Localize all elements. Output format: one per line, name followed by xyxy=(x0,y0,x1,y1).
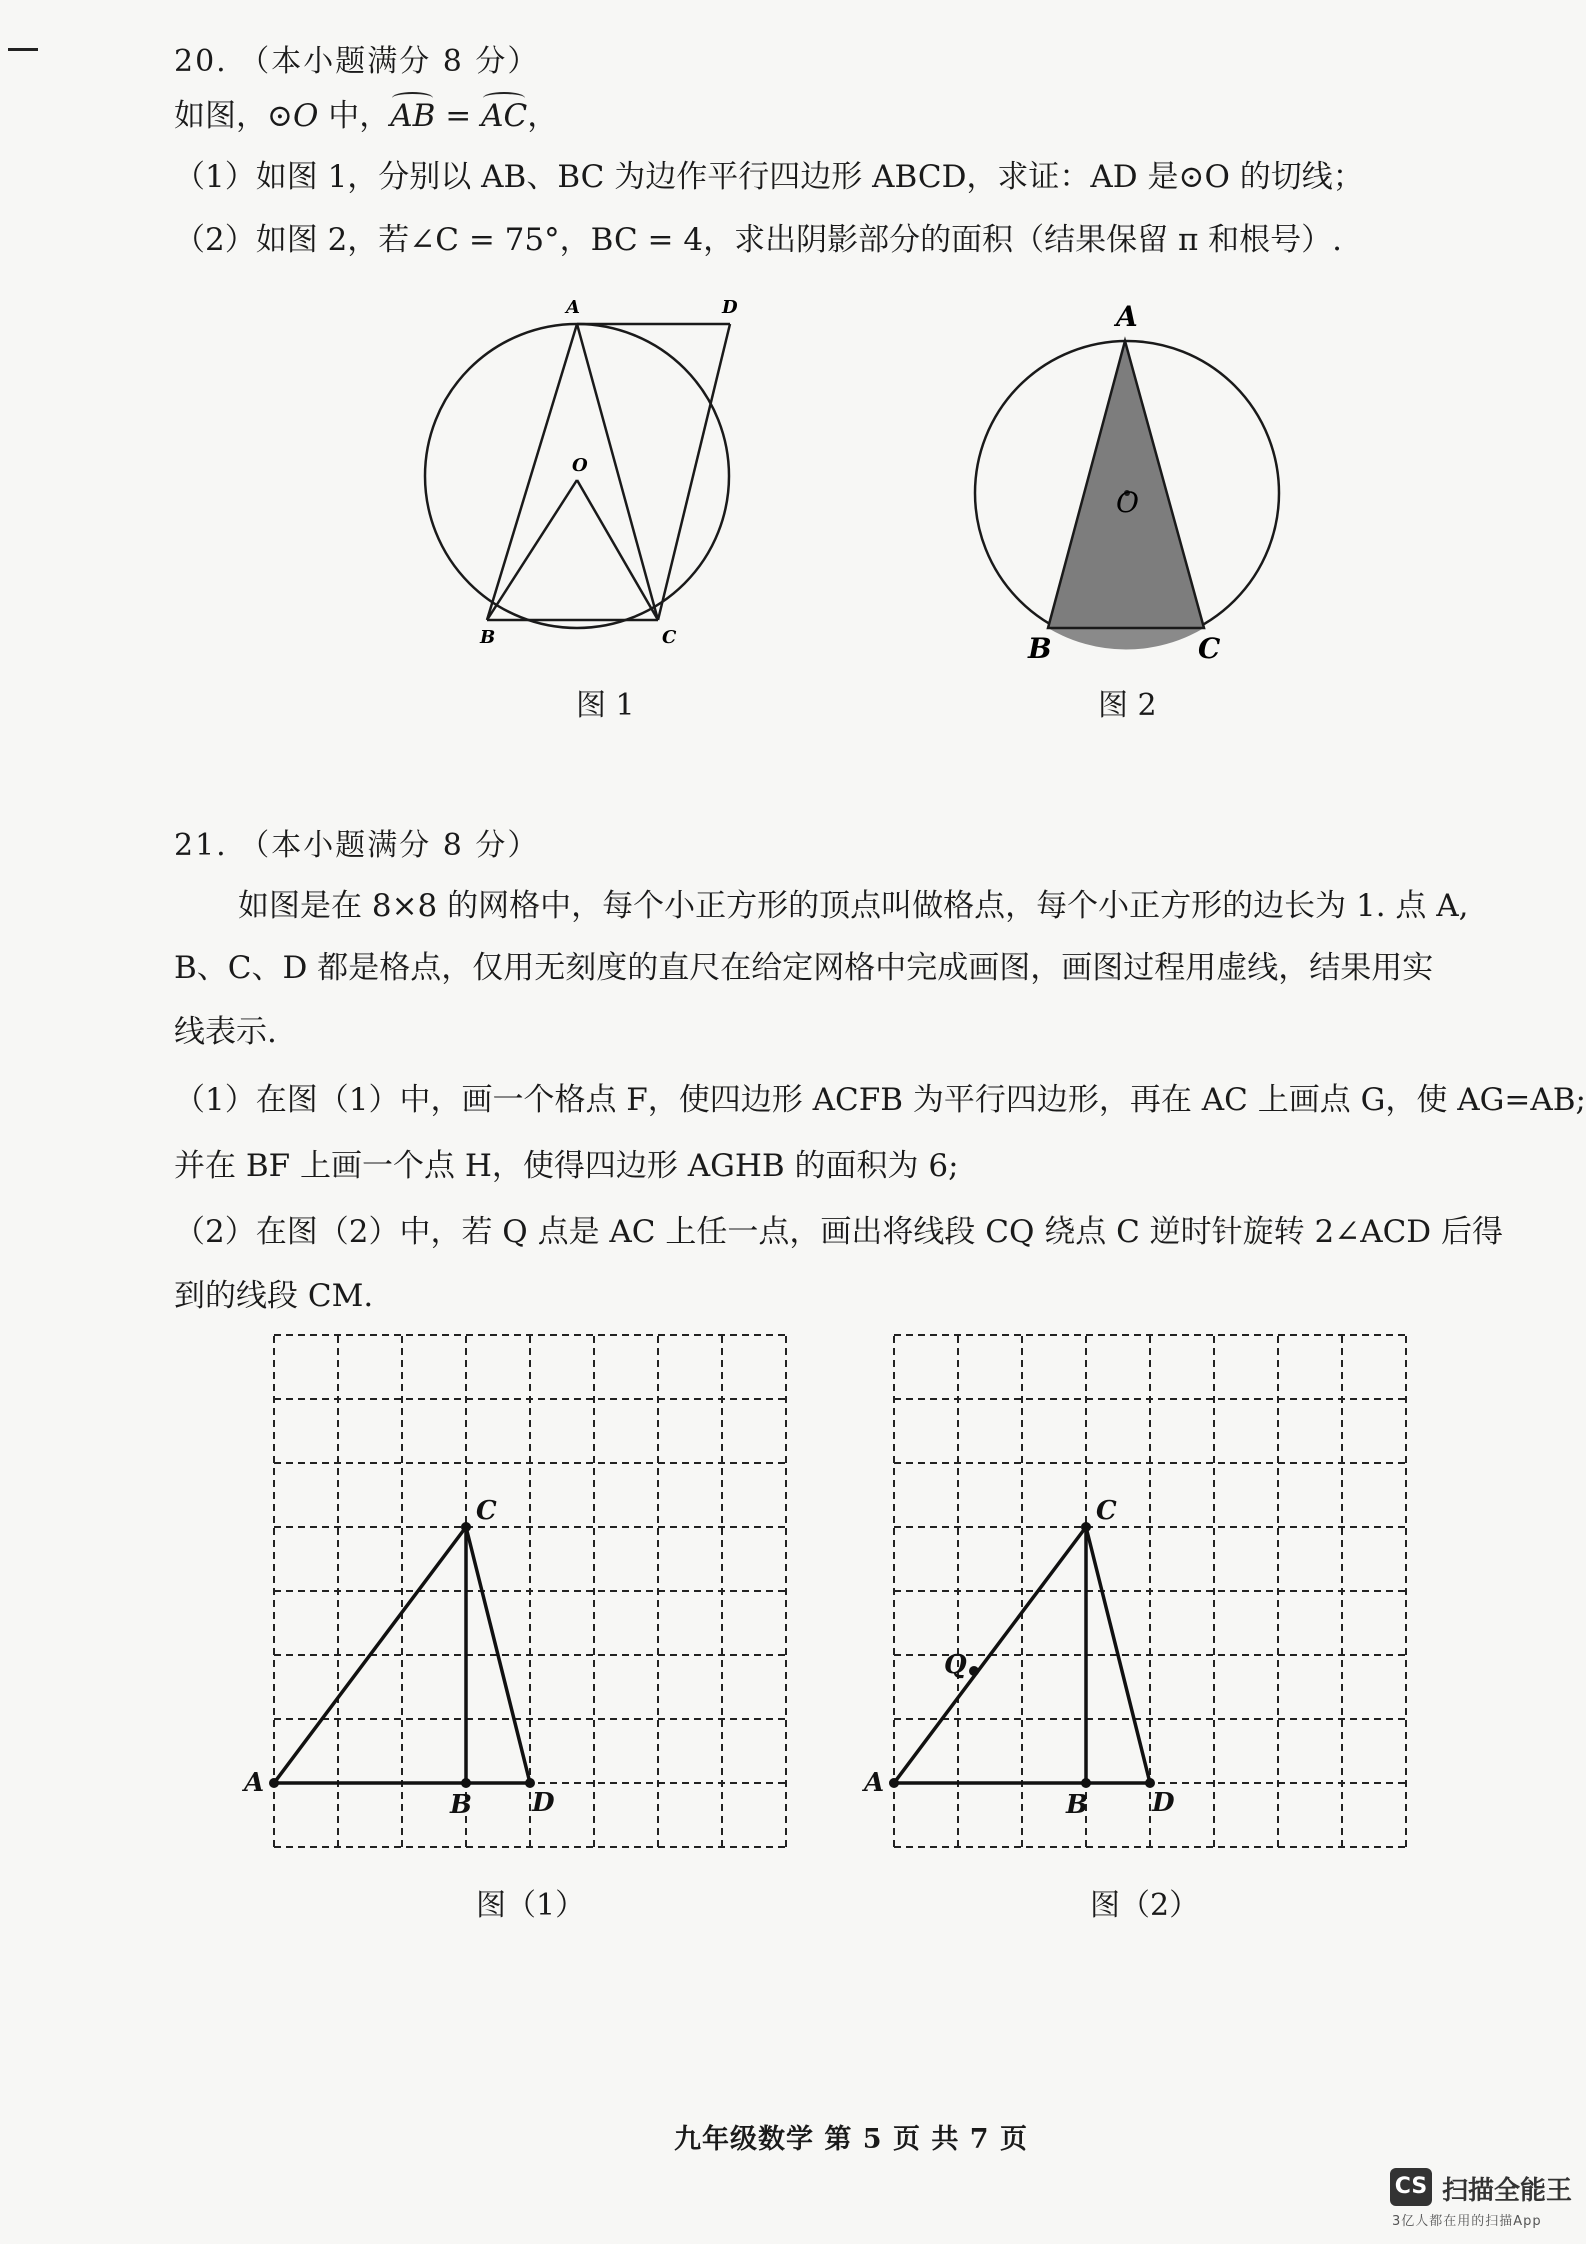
q20-figure2 xyxy=(960,290,1290,670)
label-b: B xyxy=(1028,632,1052,665)
label-q: Q xyxy=(944,1650,967,1680)
label-b: B xyxy=(450,1790,472,1820)
cs-logo-icon: CS xyxy=(1390,2168,1432,2206)
label-c: C xyxy=(1096,1496,1117,1526)
circle-o xyxy=(425,324,729,628)
watermark-app-name: 扫描全能王 xyxy=(1442,2176,1573,2206)
point-b xyxy=(461,1778,471,1788)
label-c: C xyxy=(1198,632,1221,665)
scanner-watermark xyxy=(1390,2168,1573,2229)
q21-fig1-caption: 图（1） xyxy=(476,1888,586,1923)
q21-stem-line2: B、C、D 都是格点，仅用无刻度的直尺在给定网格中完成画图，画图过程用虚线，结果用实 xyxy=(174,950,1434,986)
q21-part2-line1: （2）在图（2）中，若 Q 点是 AC 上任一点，画出将线段 CQ 绕点 C 逆时针旋转 2∠ACD 后得 xyxy=(174,1214,1504,1250)
label-a: A xyxy=(566,297,580,318)
point-q xyxy=(969,1666,979,1676)
grid-lines xyxy=(894,1335,1406,1847)
q21-grid-figure2 xyxy=(864,1325,1430,1885)
arc-ab: AB xyxy=(390,98,436,134)
segment-oc xyxy=(577,480,658,620)
point-c xyxy=(1081,1522,1091,1532)
label-b: B xyxy=(480,627,496,648)
label-a: A xyxy=(1116,300,1138,333)
q21-grid-figure1 xyxy=(244,1325,810,1885)
q20-stem: 如图，⊙O 中，AB = AC， xyxy=(174,98,559,134)
grid-point-labels xyxy=(241,1496,555,1820)
point-d xyxy=(525,1778,535,1788)
q21-fig2-caption: 图（2） xyxy=(1090,1888,1200,1923)
label-a: A xyxy=(244,1768,265,1798)
q21-stem-line1: 如图是在 8×8 的网格中，每个小正方形的顶点叫做格点，每个小正方形的边长为 1. 点 A, xyxy=(238,888,1469,924)
segment-dc xyxy=(658,324,730,620)
q20-fig1-caption: 图 1 xyxy=(576,688,635,723)
segment-ob xyxy=(487,480,577,620)
label-c: C xyxy=(476,1496,497,1526)
q20-header: 20. （本小题满分 8 分） xyxy=(174,44,540,79)
label-d: D xyxy=(532,1788,555,1818)
point-b xyxy=(1081,1778,1091,1788)
label-b: B xyxy=(1066,1790,1088,1820)
label-d: D xyxy=(722,297,738,318)
point-d xyxy=(1145,1778,1155,1788)
arc-ac: AC xyxy=(481,98,528,134)
q21-part1-line1: （1）在图（1）中，画一个格点 F，使四边形 ACFB 为平行四边形，再在 AC 上画点 G，使 AG=AB; xyxy=(174,1082,1586,1118)
point-c xyxy=(461,1522,471,1532)
label-o: O xyxy=(572,455,588,476)
watermark-tagline: 3亿人都在用的扫描App xyxy=(1392,2214,1542,2229)
label-d: D xyxy=(1152,1788,1175,1818)
point-a xyxy=(889,1778,899,1788)
label-o: O xyxy=(1116,486,1139,519)
q21-stem-line3: 线表示. xyxy=(174,1014,277,1050)
grid-point-labels xyxy=(861,1496,1175,1820)
label-c: C xyxy=(662,627,677,648)
q20-part2: （2）如图 2，若∠C = 75°，BC = 4，求出阴影部分的面积（结果保留 π 和根号）. xyxy=(174,222,1343,258)
q20-fig2-caption: 图 2 xyxy=(1098,688,1157,723)
q21-part2-line2: 到的线段 CM. xyxy=(174,1278,374,1314)
point-a xyxy=(269,1778,279,1788)
q21-header: 21. （本小题满分 8 分） xyxy=(174,828,540,863)
margin-dash xyxy=(8,48,38,51)
segment-ab xyxy=(487,324,577,620)
grid-lines xyxy=(274,1335,786,1847)
q20-figure1 xyxy=(400,285,760,665)
q20-part1: （1）如图 1，分别以 AB、BC 为边作平行四边形 ABCD，求证：AD 是⊙O 的切线； xyxy=(174,159,1364,195)
segment-ac xyxy=(577,324,658,620)
q21-part1-line2: 并在 BF 上画一个点 H，使得四边形 AGHB 的面积为 6; xyxy=(174,1148,959,1184)
label-a: A xyxy=(864,1768,885,1798)
page-footer: 九年级数学 第 5 页 共 7 页 xyxy=(674,2124,1028,2155)
triangle-abc xyxy=(1048,341,1204,628)
